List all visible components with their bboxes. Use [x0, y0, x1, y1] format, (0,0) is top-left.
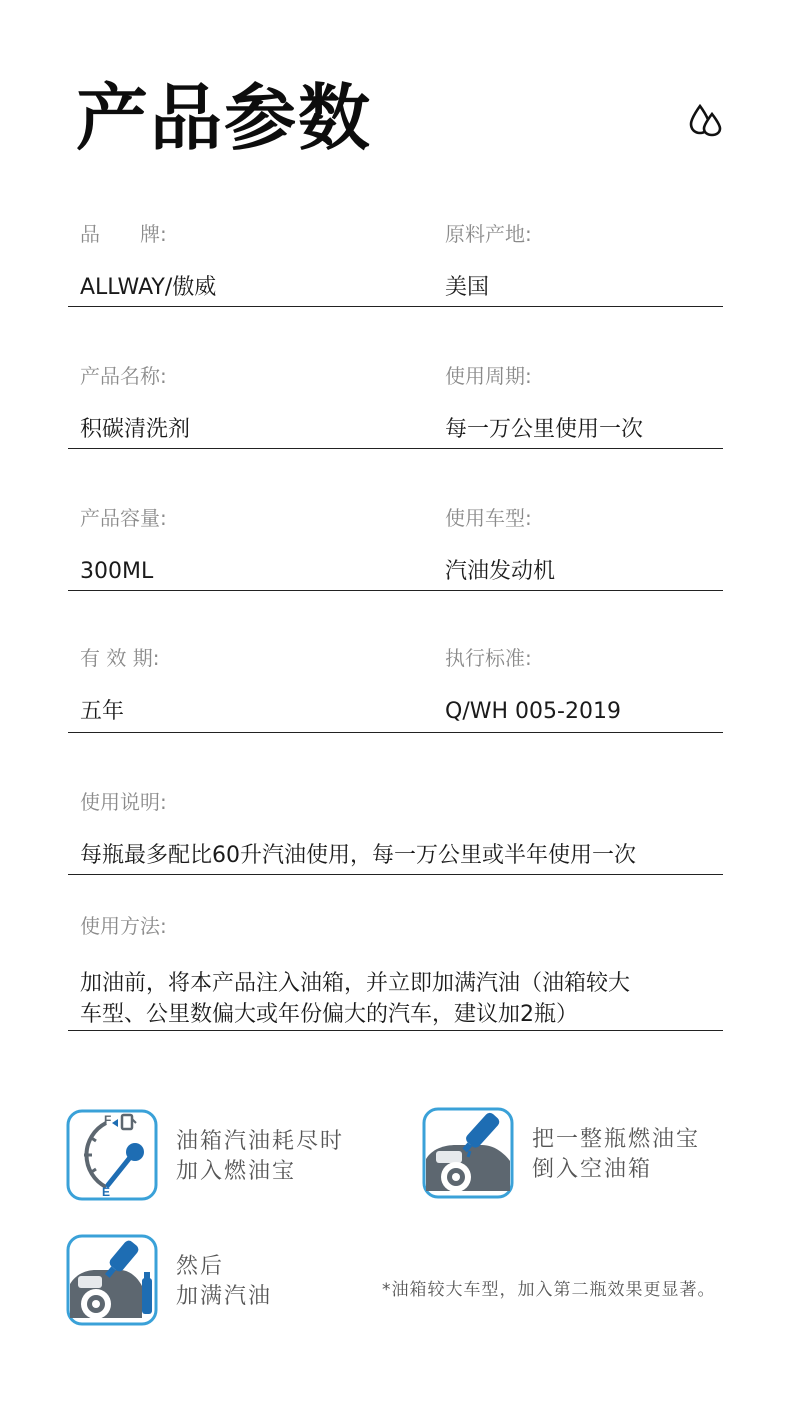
svg-text:E: E — [102, 1185, 111, 1199]
step-3-line1: 然后 — [176, 1254, 225, 1279]
step-3-line2: 加满汽油 — [176, 1284, 273, 1309]
step-2-text — [532, 1125, 752, 1185]
param-row-brand — [68, 222, 723, 307]
fuel-gauge-icon — [66, 1109, 158, 1201]
param-label-vehicle-type: 使用车型: — [445, 506, 532, 530]
param-row-name — [68, 364, 723, 449]
param-row-validity — [68, 646, 723, 733]
oil-drops-icon — [688, 102, 724, 138]
param-value-validity: 五年 — [80, 699, 125, 724]
param-value-standard: Q/WH 005-2019 — [445, 699, 621, 724]
step-2-line2: 倒入空油箱 — [532, 1157, 653, 1182]
instructions-row — [68, 790, 723, 875]
param-row-capacity — [68, 506, 723, 591]
param-label-validity: 有 效 期: — [80, 646, 160, 670]
param-label-standard: 执行标准: — [445, 646, 532, 670]
param-label-brand: 品 牌: — [80, 222, 167, 246]
footnote: *油箱较大车型，加入第二瓶效果更显著。 — [382, 1280, 716, 1300]
step-1-line1: 油箱汽油耗尽时 — [176, 1129, 345, 1154]
method-value — [80, 968, 710, 1030]
param-value-usage-cycle: 每一万公里使用一次 — [445, 417, 644, 442]
param-label-origin: 原料产地: — [445, 222, 532, 246]
car-pour-bottle-icon — [422, 1107, 514, 1199]
param-value-origin: 美国 — [445, 275, 490, 300]
step-1-line2: 加入燃油宝 — [176, 1159, 297, 1184]
param-label-capacity: 产品容量: — [80, 506, 167, 530]
step-2-line1: 把一整瓶燃油宝 — [532, 1127, 701, 1152]
svg-text:F: F — [104, 1113, 112, 1127]
method-label: 使用方法: — [80, 914, 167, 938]
param-value-capacity: 300ML — [80, 559, 154, 584]
instructions-label: 使用说明: — [80, 790, 167, 814]
method-value-line2: 车型、公里数偏大或年份偏大的汽车，建议加2瓶） — [80, 1002, 578, 1027]
instructions-value: 每瓶最多配比60升汽油使用，每一万公里或半年使用一次 — [80, 843, 636, 868]
param-label-usage-cycle: 使用周期: — [445, 364, 532, 388]
param-label-product-name: 产品名称: — [80, 364, 167, 388]
param-value-product-name: 积碳清洗剂 — [80, 417, 191, 442]
step-3-text — [176, 1252, 336, 1312]
method-row — [68, 914, 723, 1031]
step-1-text — [176, 1127, 416, 1187]
param-value-vehicle-type: 汽油发动机 — [445, 559, 556, 584]
param-value-brand: ALLWAY/傲威 — [80, 275, 217, 300]
page-title: 产品参数 — [76, 76, 373, 160]
method-value-line1: 加油前，将本产品注入油箱，并立即加满汽油（油箱较大 — [80, 971, 631, 996]
car-fuel-nozzle-icon — [66, 1234, 158, 1326]
